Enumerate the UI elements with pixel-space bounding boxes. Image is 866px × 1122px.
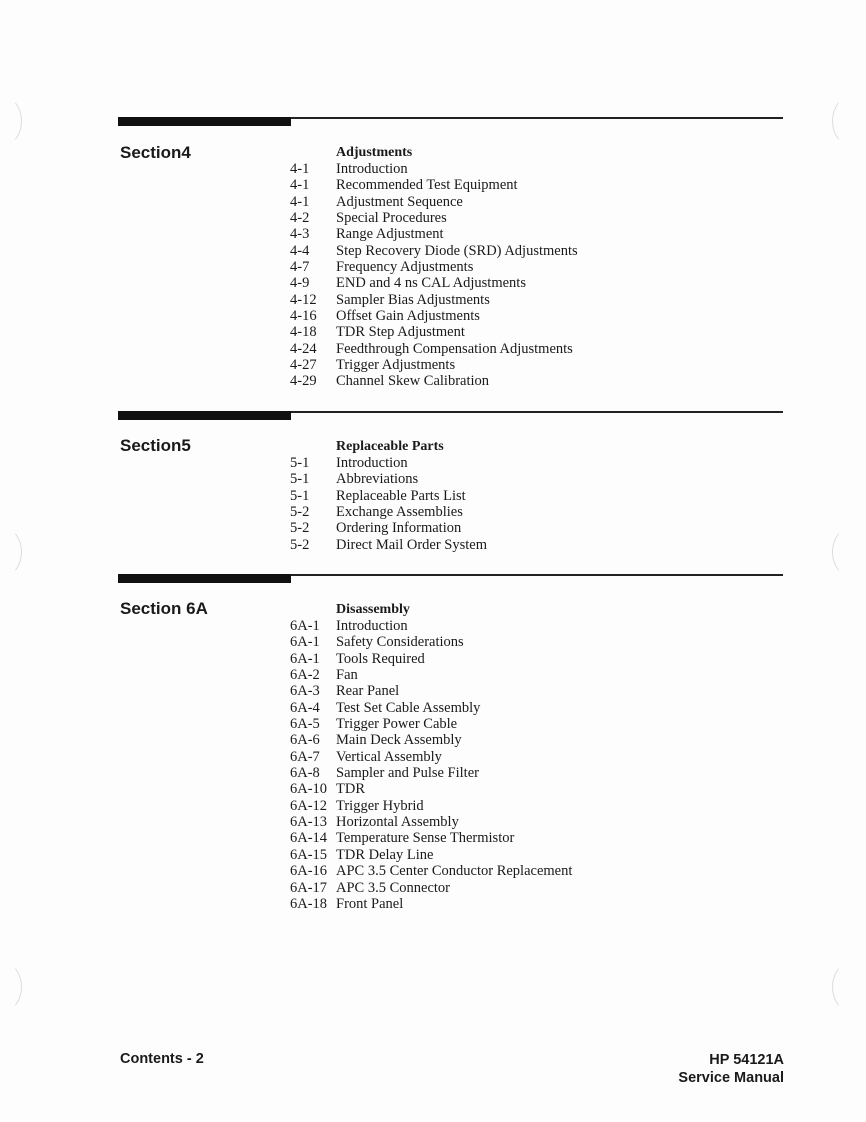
toc-page-number: 5-1: [290, 471, 310, 488]
toc-entry-label: Safety Considerations: [336, 634, 464, 651]
toc-page-number: 6A-17: [290, 879, 328, 896]
manual-identifier: [678, 1051, 784, 1087]
toc-entry-label: Fan: [336, 667, 358, 684]
toc-list: [290, 455, 487, 553]
section-heading: Section5: [120, 436, 191, 455]
toc-entry: [290, 732, 572, 748]
toc-page-number: 6A-13: [290, 814, 328, 831]
toc-entry-label: APC 3.5 Connector: [336, 879, 450, 896]
toc-entry-label: Vertical Assembly: [336, 748, 442, 765]
page-footer-label: Contents - 2: [120, 1051, 204, 1067]
toc-entry-label: Sampler Bias Adjustments: [336, 291, 490, 308]
toc-page-number: 4-1: [290, 177, 310, 194]
toc-page-number: 6A-15: [290, 846, 328, 863]
toc-page-number: 4-9: [290, 275, 310, 292]
toc-page-number: 6A-1: [290, 618, 320, 634]
toc-entry-label: Test Set Cable Assembly: [336, 699, 481, 716]
toc-entry-label: Adjustment Sequence: [336, 193, 463, 210]
toc-page-number: 4-7: [290, 259, 310, 276]
toc-entry: [290, 455, 487, 471]
toc-page-number: 4-1: [290, 161, 310, 177]
toc-entry-label: Trigger Power Cable: [336, 716, 458, 733]
toc-page-number: 4-2: [290, 210, 310, 227]
toc-entry-label: Range Adjustment: [336, 226, 444, 243]
toc-page-number: 6A-5: [290, 716, 320, 733]
toc-page-number: 5-1: [290, 487, 310, 504]
toc-entry-label: Channel Skew Calibration: [336, 373, 490, 390]
toc-entry-label: Ordering Information: [336, 520, 462, 537]
toc-entry: [290, 749, 572, 765]
toc-entry: [290, 847, 572, 863]
toc-page-number: 4-12: [290, 291, 317, 308]
toc-entry-label: Introduction: [336, 618, 408, 634]
toc-page-number: 4-3: [290, 226, 310, 243]
toc-entry: [290, 194, 578, 210]
toc-entry-label: Introduction: [336, 455, 408, 471]
section-heading: Section 6A: [120, 599, 208, 618]
toc-entry-label: APC 3.5 Center Conductor Replacement: [336, 863, 573, 880]
binder-hole-mark: [0, 96, 22, 146]
toc-page-number: 6A-1: [290, 650, 320, 667]
toc-page-number: 6A-10: [290, 781, 328, 798]
toc-entry: [290, 177, 578, 193]
toc-entry: [290, 226, 578, 242]
toc-page-number: 4-24: [290, 340, 317, 357]
section-title: Disassembly: [336, 602, 410, 617]
toc-entry-label: Trigger Hybrid: [336, 797, 424, 814]
section-title: Adjustments: [336, 145, 413, 160]
toc-entry: [290, 798, 572, 814]
toc-list: [290, 618, 572, 912]
toc-entry: [290, 830, 572, 846]
toc-entry: [290, 781, 572, 797]
toc-entry-label: Front Panel: [336, 895, 404, 912]
toc-entry-label: Main Deck Assembly: [336, 732, 462, 749]
toc-entry: [290, 210, 578, 226]
toc-page-number: 6A-8: [290, 765, 320, 782]
toc-entry-label: Special Procedures: [336, 210, 447, 227]
toc-page-number: 6A-18: [290, 895, 328, 912]
toc-entry: [290, 896, 572, 912]
toc-entry-label: Horizontal Assembly: [336, 814, 459, 831]
toc-entry: [290, 275, 578, 291]
toc-page-number: 6A-4: [290, 699, 320, 716]
toc-page-number: 5-2: [290, 504, 310, 521]
binder-hole-mark: [832, 962, 866, 1012]
toc-entry-label: Recommended Test Equipment: [336, 177, 518, 194]
toc-page-number: 6A-6: [290, 732, 320, 749]
toc-entry: [290, 683, 572, 699]
toc-page-number: 6A-16: [290, 863, 328, 880]
toc-entry: [290, 667, 572, 683]
toc-entry: [290, 700, 572, 716]
toc-entry: [290, 814, 572, 830]
toc-page-number: 6A-1: [290, 634, 320, 651]
toc-entry-label: Temperature Sense Thermistor: [336, 830, 515, 847]
toc-entry-label: Offset Gain Adjustments: [336, 308, 480, 325]
toc-entry-label: Rear Panel: [336, 683, 400, 700]
toc-entry-label: Tools Required: [336, 650, 425, 667]
toc-page-number: 4-4: [290, 242, 310, 259]
toc-entry-label: Trigger Adjustments: [336, 357, 456, 374]
toc-entry-label: Feedthrough Compensation Adjustments: [336, 340, 573, 357]
toc-entry: [290, 161, 578, 177]
model-number: HP 54121A: [709, 1052, 784, 1068]
toc-entry-label: Frequency Adjustments: [336, 259, 474, 276]
toc-page-number: 4-27: [290, 357, 317, 374]
binder-hole-mark: [0, 527, 22, 577]
toc-entry: [290, 765, 572, 781]
toc-entry: [290, 863, 572, 879]
toc-entry-label: TDR Step Adjustment: [336, 324, 465, 341]
section-divider: [118, 574, 783, 584]
toc-page-number: 6A-7: [290, 748, 320, 765]
manual-title: Service Manual: [678, 1070, 784, 1086]
toc-entry-label: Replaceable Parts List: [336, 487, 466, 504]
toc-entry-label: TDR Delay Line: [336, 846, 434, 863]
toc-page-number: 5-2: [290, 536, 310, 553]
toc-entry: [290, 880, 572, 896]
toc-list: [290, 161, 578, 390]
toc-page-number: 4-16: [290, 308, 317, 325]
toc-entry: [290, 471, 487, 487]
toc-entry: [290, 520, 487, 536]
toc-entry-label: Exchange Assemblies: [336, 504, 463, 521]
toc-page-number: 4-29: [290, 373, 317, 390]
binder-hole-mark: [832, 527, 866, 577]
toc-page-number: 4-1: [290, 193, 310, 210]
section-divider: [118, 411, 783, 421]
section-heading: Section4: [120, 143, 191, 162]
toc-entry-label: Introduction: [336, 161, 408, 177]
toc-entry: [290, 504, 487, 520]
toc-entry: [290, 324, 578, 340]
toc-entry: [290, 292, 578, 308]
toc-entry: [290, 488, 487, 504]
toc-page-number: 5-1: [290, 455, 310, 471]
section-divider: [118, 117, 783, 127]
binder-hole-mark: [0, 962, 22, 1012]
toc-entry-label: Abbreviations: [336, 471, 419, 488]
toc-entry-label: Step Recovery Diode (SRD) Adjustments: [336, 242, 578, 259]
section-title: Replaceable Parts: [336, 439, 444, 454]
toc-page-number: 5-2: [290, 520, 310, 537]
toc-entry: [290, 716, 572, 732]
toc-page-number: 6A-3: [290, 683, 320, 700]
toc-entry: [290, 373, 578, 389]
toc-page-number: 6A-14: [290, 830, 328, 847]
toc-entry-label: TDR: [336, 781, 365, 798]
toc-entry-label: END and 4 ns CAL Adjustments: [336, 275, 526, 292]
toc-entry: [290, 634, 572, 650]
toc-entry: [290, 618, 572, 634]
binder-hole-mark: [832, 96, 866, 146]
toc-page-number: 6A-12: [290, 797, 328, 814]
toc-entry: [290, 341, 578, 357]
toc-entry: [290, 357, 578, 373]
toc-entry: [290, 243, 578, 259]
toc-entry-label: Sampler and Pulse Filter: [336, 765, 479, 782]
toc-entry: [290, 537, 487, 553]
toc-page-number: 6A-2: [290, 667, 320, 684]
toc-entry: [290, 259, 578, 275]
toc-entry: [290, 651, 572, 667]
toc-page-number: 4-18: [290, 324, 317, 341]
toc-entry: [290, 308, 578, 324]
toc-entry-label: Direct Mail Order System: [336, 536, 488, 553]
